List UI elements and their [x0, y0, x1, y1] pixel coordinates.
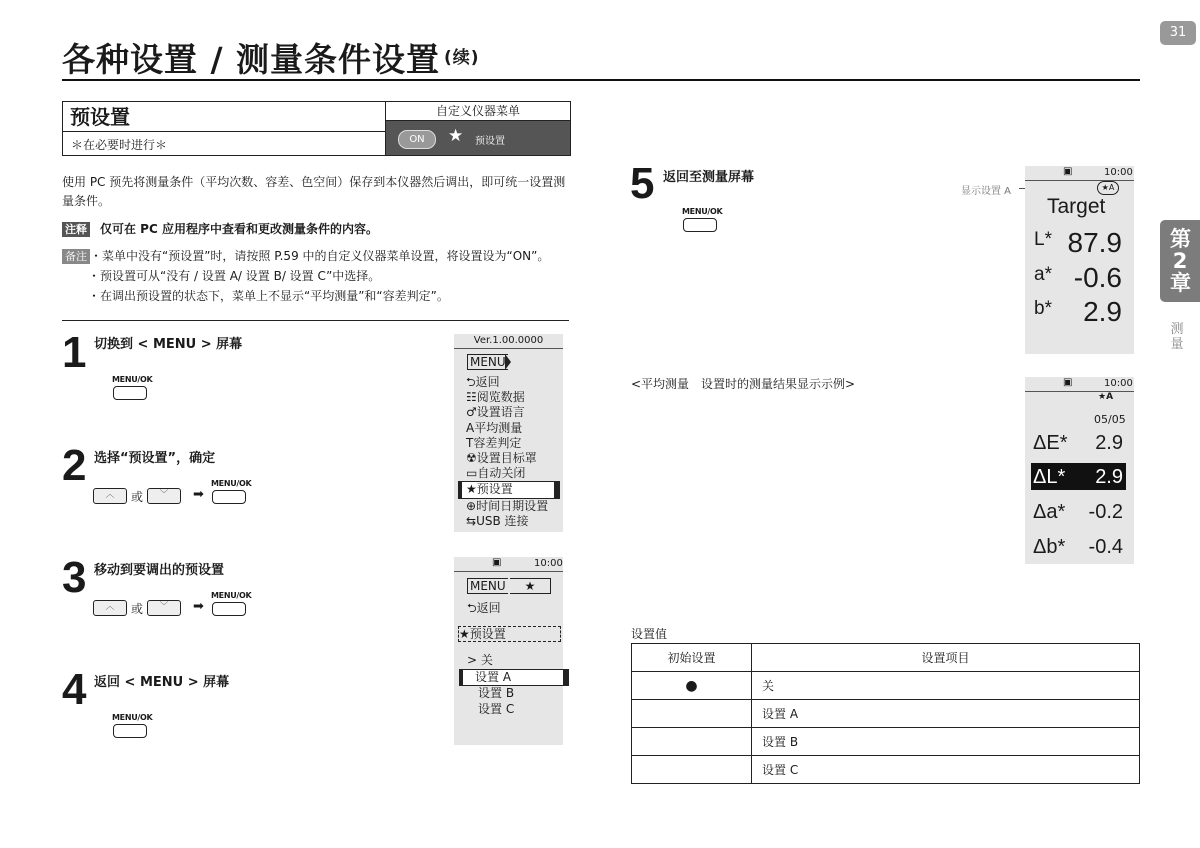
- menu-item[interactable]: ▭自动关闭: [466, 466, 526, 481]
- measurement-screen: [1025, 166, 1134, 354]
- menu-item[interactable]: ♂设置语言: [466, 405, 525, 420]
- delta-value: -0.4: [1088, 536, 1123, 558]
- clock-icon: ⊕: [466, 498, 477, 513]
- item-cell: 设置 A: [752, 700, 1140, 728]
- settings-table: [631, 643, 1140, 784]
- menu-ok-label: MENU/OK: [211, 591, 252, 600]
- remark-badge: 备注: [62, 249, 90, 264]
- option-c[interactable]: 设置 C: [478, 701, 515, 716]
- initial-cell: ●: [632, 672, 752, 700]
- time-label: 10:00: [534, 558, 563, 569]
- preset-screen: [454, 557, 563, 745]
- custom-menu-bar: [385, 121, 570, 155]
- preset-section-header: ★预设置: [458, 626, 561, 642]
- remark-item: ・预设置可从“没有 / 设置 A/ 设置 B/ 设置 C”中选择。: [88, 269, 381, 283]
- page-title: [62, 34, 480, 81]
- header-initial: 初始设置: [632, 644, 752, 672]
- menu-ok-label: MENU/OK: [112, 375, 153, 384]
- step-number: 1: [62, 328, 87, 377]
- menu-item[interactable]: ⮌返回: [466, 375, 500, 389]
- back-icon: ⮌: [466, 375, 476, 389]
- screen-header: [1025, 166, 1134, 181]
- step-text: 返回至测量屏幕: [663, 170, 755, 185]
- menu-list: [466, 375, 560, 529]
- note-badge: 注释: [62, 222, 90, 237]
- menu-crumb: MENU: [467, 354, 508, 370]
- target-label: Target: [1047, 195, 1106, 218]
- delta-label: Δa*: [1033, 501, 1066, 523]
- step-text: 选择“预设置”，确定: [94, 451, 216, 466]
- table-row: [632, 672, 1140, 700]
- intro-text: 使用 PC 预先将测量条件（平均次数、容差、色空间）保存到本仪器然后调出，即可统一设置测量条件。: [62, 175, 566, 208]
- value-number: 2.9: [1083, 296, 1122, 327]
- screen-header: [1025, 377, 1134, 392]
- crumb-arrow-icon: [505, 354, 511, 370]
- memory-icon: ▣: [1063, 166, 1073, 177]
- average-screen: [1025, 377, 1134, 564]
- step-number: 2: [62, 441, 87, 490]
- note: [62, 220, 378, 237]
- remarks: [62, 246, 549, 306]
- delta-value: 2.9: [1095, 466, 1123, 488]
- step-number: 5: [630, 159, 655, 208]
- auto-off-icon: ▭: [466, 466, 478, 481]
- step-number: 4: [62, 665, 87, 714]
- up-button[interactable]: ︿: [93, 600, 127, 616]
- menu-ok-button[interactable]: [212, 490, 246, 504]
- memory-icon: ▣: [492, 557, 502, 568]
- page-number: 31: [1160, 21, 1196, 45]
- table-row: [632, 728, 1140, 756]
- value-label: L*: [1034, 229, 1052, 250]
- target-mask-icon: ☢: [466, 451, 477, 466]
- on-toggle: ON: [398, 130, 436, 149]
- preset-need: ＊在必要时进行＊: [71, 138, 168, 152]
- step-number: 3: [62, 553, 87, 602]
- star-crumb: ★: [510, 578, 551, 594]
- menu-ok-button[interactable]: [212, 602, 246, 616]
- time-label: 10:00: [1104, 167, 1133, 178]
- delta-label: ΔE*: [1033, 432, 1068, 454]
- initial-cell: [632, 756, 752, 784]
- back-item[interactable]: ⮌返回: [467, 601, 501, 615]
- usb-icon: ⇆: [466, 513, 477, 528]
- time-label: 10:00: [1104, 378, 1133, 389]
- menu-item[interactable]: ☢设置目标罩: [466, 451, 537, 466]
- preset-options: [467, 653, 569, 717]
- or-label: 或: [131, 602, 144, 616]
- delta-value: -0.2: [1088, 501, 1123, 523]
- preset-menu-label: 预设置: [475, 136, 505, 147]
- chapter-label: 第2章: [1170, 227, 1191, 295]
- language-icon: ♂: [466, 405, 477, 420]
- menu-item[interactable]: ⊕时间日期设置: [466, 498, 549, 513]
- menu-item[interactable]: T容差判定: [466, 435, 522, 450]
- average-icon: A: [466, 420, 475, 435]
- initial-cell: [632, 700, 752, 728]
- option-off[interactable]: > 关: [467, 653, 493, 667]
- remark-item: ・菜单中没有“预设置”时，请按照 P.59 中的自定义仪器菜单设置，将设置设为“ON”。: [90, 249, 550, 263]
- list-icon: ☷: [466, 390, 477, 405]
- title-main: 各种设置 / 测量条件设置: [62, 40, 441, 79]
- menu-ok-label: MENU/OK: [112, 713, 153, 722]
- custom-menu-header: 自定义仪器菜单: [385, 102, 570, 121]
- menu-item[interactable]: ⇆USB 连接: [466, 513, 529, 528]
- step-text: 移动到要调出的预设置: [94, 563, 225, 578]
- header-item: 设置项目: [752, 644, 1140, 672]
- menu-screen: [454, 334, 563, 532]
- menu-ok-button[interactable]: [683, 218, 717, 232]
- up-button[interactable]: ︿: [93, 488, 127, 504]
- average-count: 05/05: [1094, 413, 1126, 426]
- down-button[interactable]: ﹀: [147, 488, 181, 504]
- menu-item[interactable]: A平均测量: [466, 420, 523, 435]
- arrow-right-icon: ➡: [193, 487, 204, 502]
- callout-label: 显示设置 A: [961, 186, 1012, 197]
- table-header-row: [632, 644, 1140, 672]
- value-label: a*: [1034, 264, 1052, 285]
- menu-ok-label: MENU/OK: [682, 207, 723, 216]
- example-caption: <平均测量 设置时的测量结果显示示例>: [631, 377, 856, 391]
- item-cell: 关: [752, 672, 1140, 700]
- preset-star-icon: ★A: [1097, 181, 1119, 195]
- value-number: 87.9: [1067, 227, 1122, 258]
- delta-value: 2.9: [1095, 432, 1123, 454]
- menu-crumb: MENU: [467, 578, 508, 594]
- title-suffix: (续): [444, 48, 480, 68]
- initial-cell: [632, 728, 752, 756]
- or-label: 或: [131, 490, 144, 504]
- down-button[interactable]: ﹀: [147, 600, 181, 616]
- note-text: 仅可在 PC 应用程序中查看和更改测量条件的内容。: [100, 222, 378, 236]
- version-label: Ver.1.00.0000: [454, 334, 563, 349]
- star-icon: ★: [448, 126, 464, 146]
- menu-ok-label: MENU/OK: [211, 479, 252, 488]
- table-caption: 设置值: [631, 627, 668, 641]
- memory-icon: ▣: [1063, 377, 1073, 388]
- title-rule: [62, 79, 1140, 81]
- value-label: b*: [1034, 298, 1052, 319]
- arrow-right-icon: ➡: [193, 599, 204, 614]
- menu-item-selected[interactable]: ★预设置: [458, 481, 560, 498]
- table-row: [632, 756, 1140, 784]
- value-number: -0.6: [1073, 262, 1122, 293]
- table-row: [632, 700, 1140, 728]
- step-text: 返回 < MENU > 屏幕: [94, 675, 230, 690]
- remark-item: ・在调出预设置的状态下，菜单上不显示“平均测量”和“容差判定”。: [88, 289, 449, 303]
- delta-label: Δb*: [1033, 536, 1066, 558]
- section-divider: [62, 320, 569, 321]
- chapter-tab[interactable]: [1160, 220, 1200, 302]
- menu-ok-button[interactable]: [113, 386, 147, 400]
- preset-header-box: [62, 101, 571, 156]
- item-cell: 设置 B: [752, 728, 1140, 756]
- item-cell: 设置 C: [752, 756, 1140, 784]
- option-a[interactable]: 设置 A: [459, 669, 569, 687]
- screen-header: [454, 557, 563, 572]
- menu-item[interactable]: ☷阅览数据: [466, 390, 525, 405]
- delta-label: ΔL*: [1033, 466, 1066, 488]
- chapter-sub: 测量: [1170, 322, 1184, 352]
- step-text: 切换到 < MENU > 屏幕: [94, 337, 243, 352]
- star-icon: ★: [466, 482, 477, 497]
- preset-star-icon: ★A: [1098, 392, 1114, 402]
- preset-name: 预设置: [63, 102, 385, 132]
- tolerance-icon: T: [466, 435, 474, 450]
- option-b[interactable]: 设置 B: [478, 686, 515, 700]
- menu-ok-button[interactable]: [113, 724, 147, 738]
